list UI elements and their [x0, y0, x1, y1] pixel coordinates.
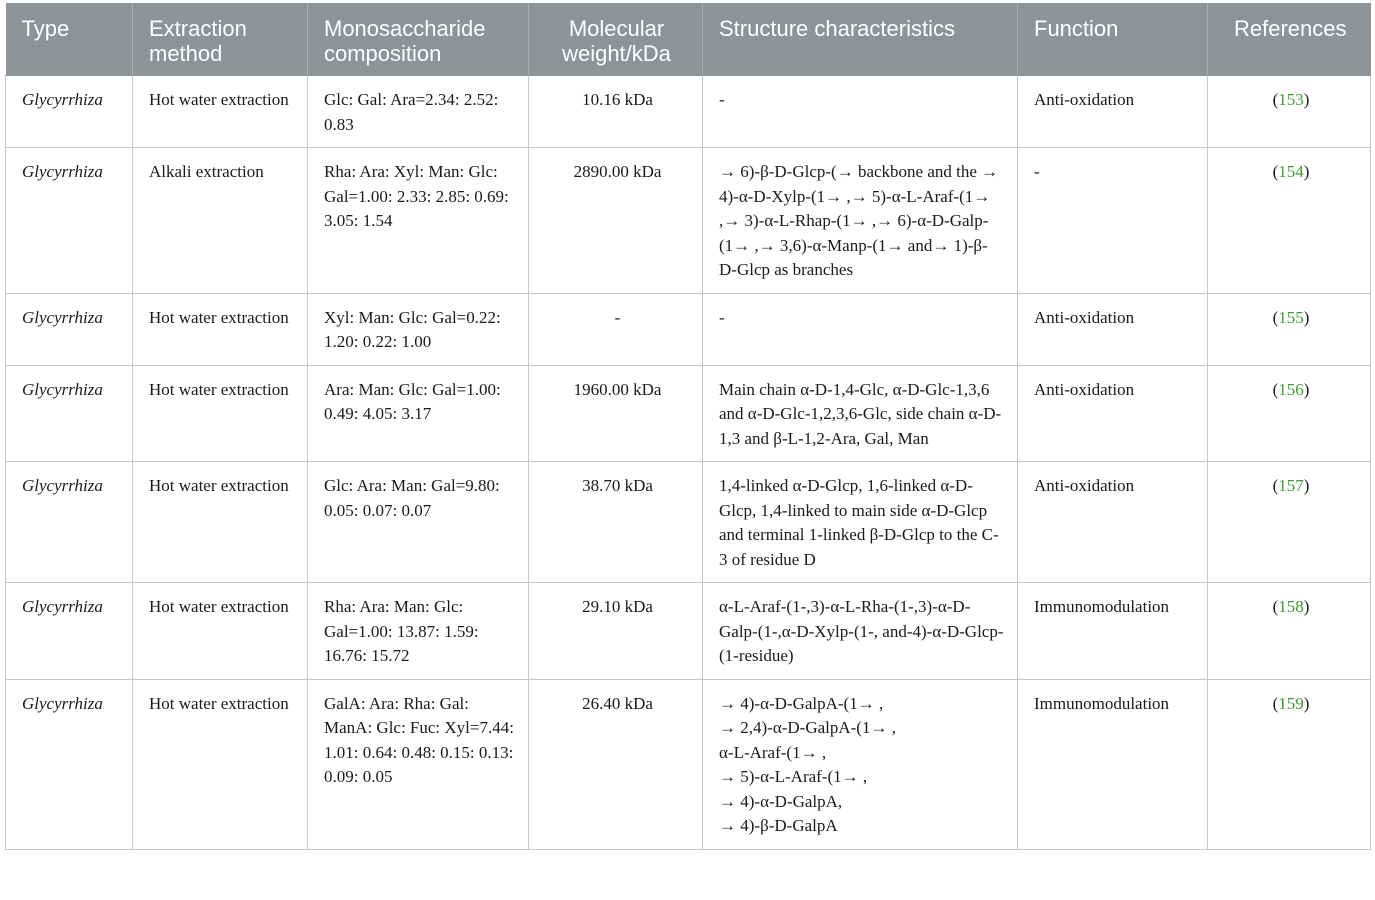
table-row — [6, 148, 1371, 294]
cell-reference: (153) — [1208, 76, 1371, 148]
reference-link[interactable]: 153 — [1278, 90, 1304, 109]
header-extraction-method: Extraction method — [133, 3, 308, 76]
header-monosaccharide-composition: Monosaccharide composition — [308, 3, 529, 76]
structure-line: → 2,4)-α-D-GalpA-(1→ , — [719, 718, 896, 737]
cell-type: Glycyrrhiza — [6, 462, 133, 583]
header-row — [6, 3, 1371, 76]
reference-link[interactable]: 156 — [1278, 379, 1304, 399]
structure-line: → 4)-α-D-GalpA, — [719, 791, 843, 811]
cell-method: Hot water extraction — [133, 583, 308, 680]
cell-function: Anti-oxidation — [1018, 76, 1208, 148]
structure-line: → 4)-α-D-GalpA-(1→ , — [719, 693, 884, 713]
cell-molecular-weight: 2890.00 kDa — [529, 148, 703, 294]
cell-composition: Ara: Man: Glc: Gal=1.00: 0.49: 4.05: 3.17 — [308, 365, 529, 462]
cell-structure: - — [703, 293, 1018, 365]
cell-reference: (155) — [1208, 293, 1371, 365]
reference-link[interactable]: 157 — [1278, 476, 1304, 495]
cell-function: Immunomodulation — [1018, 583, 1208, 680]
cell-molecular-weight: 38.70 kDa — [529, 462, 703, 583]
reference-link[interactable]: 154 — [1278, 162, 1304, 181]
cell-composition: Xyl: Man: Glc: Gal=0.22: 1.20: 0.22: 1.00 — [308, 293, 529, 365]
cell-reference: (154) — [1208, 148, 1371, 294]
cell-method: Hot water extraction — [133, 76, 308, 148]
cell-function: Anti-oxidation — [1018, 365, 1208, 462]
polysaccharide-table — [5, 3, 1371, 850]
reference-link[interactable]: 159 — [1278, 693, 1304, 713]
cell-composition: Glc: Ara: Man: Gal=9.80: 0.05: 0.07: 0.07 — [308, 462, 529, 583]
cell-structure: α-L-Araf-(1-,3)-α-L-Rha-(1-,3)-α-D-Galp-(1-,α-D-Xylp-(1-, and-4)-α-D-Glcp-(1-residue) — [703, 583, 1018, 680]
cell-structure: Main chain α-D-1,4-Glc, α-D-Glc-1,3,6 and α-D-Glc-1,2,3,6-Glc, side chain α-D-1,3 and β-L-1,2-Ara, Gal, Man — [703, 365, 1018, 462]
table-row — [6, 365, 1371, 462]
cell-function: Anti-oxidation — [1018, 462, 1208, 583]
cell-molecular-weight: 26.40 kDa — [529, 679, 703, 849]
cell-structure: → 6)-β-D-Glcp-(→ backbone and the → 4)-α-D-Xylp-(1→ ,→ 5)-α-L-Araf-(1→ ,→ 3)-α-L-Rhap-(1→ ,→ 6)-α-D-Galp-(1→ ,→ 3,6)-α-Manp-(1→ and→ 1)-β-D-Glcp as branches — [703, 148, 1018, 294]
cell-reference: (158) — [1208, 583, 1371, 680]
cell-composition: GalA: Ara: Rha: Gal: ManA: Glc: Fuc: Xyl=7.44: 1.01: 0.64: 0.48: 0.15: 0.13: 0.09: 0.05 — [308, 679, 529, 849]
cell-type: Glycyrrhiza — [6, 293, 133, 365]
table-row — [6, 293, 1371, 365]
cell-structure: 1,4-linked α-D-Glcp, 1,6-linked α-D-Glcp, 1,4-linked to main side α-D-Glcp and terminal 1-linked β-D-Glcp to the C-3 of residue D — [703, 462, 1018, 583]
cell-composition: Rha: Ara: Man: Glc: Gal=1.00: 13.87: 1.59: 16.76: 15.72 — [308, 583, 529, 680]
cell-method: Hot water extraction — [133, 365, 308, 462]
cell-molecular-weight: 1960.00 kDa — [529, 365, 703, 462]
cell-reference: (157) — [1208, 462, 1371, 583]
header-structure-characteristics: Structure characteristics — [703, 3, 1018, 76]
cell-function: Immunomodulation — [1018, 679, 1208, 849]
cell-method: Hot water extraction — [133, 293, 308, 365]
header-molecular-weight: Molecular weight/kDa — [529, 3, 703, 76]
table-row — [6, 583, 1371, 680]
cell-molecular-weight: - — [529, 293, 703, 365]
table-row — [6, 462, 1371, 583]
header-references: References — [1208, 3, 1371, 76]
cell-type: Glycyrrhiza — [6, 583, 133, 680]
header-function: Function — [1018, 3, 1208, 76]
cell-type: Glycyrrhiza — [6, 365, 133, 462]
cell-method: Alkali extraction — [133, 148, 308, 294]
cell-structure: - — [703, 76, 1018, 148]
reference-link[interactable]: 155 — [1278, 307, 1304, 327]
structure-line: → 5)-α-L-Araf-(1→ , — [719, 767, 868, 786]
cell-structure — [703, 679, 1018, 849]
table-row — [6, 76, 1371, 148]
cell-reference: (159) — [1208, 679, 1371, 849]
cell-type: Glycyrrhiza — [6, 679, 133, 849]
cell-molecular-weight: 29.10 kDa — [529, 583, 703, 680]
header-type: Type — [6, 3, 133, 76]
cell-method: Hot water extraction — [133, 679, 308, 849]
structure-line: → 4)-β-D-GalpA — [719, 816, 838, 835]
cell-molecular-weight: 10.16 kDa — [529, 76, 703, 148]
cell-reference: (156) — [1208, 365, 1371, 462]
reference-link[interactable]: 158 — [1278, 597, 1304, 616]
cell-function: - — [1018, 148, 1208, 294]
cell-method: Hot water extraction — [133, 462, 308, 583]
cell-type: Glycyrrhiza — [6, 76, 133, 148]
structure-line: α-L-Araf-(1→ , — [719, 742, 827, 762]
cell-composition: Glc: Gal: Ara=2.34: 2.52: 0.83 — [308, 76, 529, 148]
table-body — [6, 76, 1371, 850]
table-row — [6, 679, 1371, 849]
cell-function: Anti-oxidation — [1018, 293, 1208, 365]
cell-composition: Rha: Ara: Xyl: Man: Glc: Gal=1.00: 2.33: 2.85: 0.69: 3.05: 1.54 — [308, 148, 529, 294]
table-header — [6, 3, 1371, 76]
cell-type: Glycyrrhiza — [6, 148, 133, 294]
